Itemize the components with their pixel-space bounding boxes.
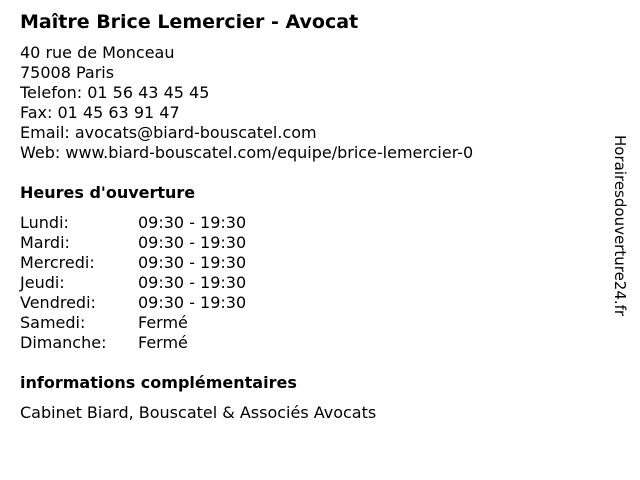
website-address: Web: www.biard-bouscatel.com/equipe/brice-lemercier-0 [20, 143, 474, 162]
day-hours: 09:30 - 19:30 [138, 253, 247, 272]
day-label: Mardi: [20, 233, 70, 252]
city-postal: 75008 Paris [20, 63, 115, 82]
day-label: Samedi: [20, 313, 86, 332]
day-hours: 09:30 - 19:30 [138, 213, 247, 232]
hours-row-thursday [20, 273, 600, 293]
hours-row-saturday [20, 313, 600, 333]
day-label: Mercredi: [20, 253, 95, 272]
day-label: Dimanche: [20, 333, 107, 352]
fax-number: Fax: 01 45 63 91 47 [20, 103, 180, 122]
hours-row-friday [20, 293, 600, 313]
page-title: Maître Brice Lemercier - Avocat [20, 11, 359, 33]
hours-table [20, 213, 600, 353]
day-hours: 09:30 - 19:30 [138, 233, 247, 252]
address-block [20, 43, 600, 163]
day-hours: 09:30 - 19:30 [138, 293, 247, 312]
hours-row-tuesday [20, 233, 600, 253]
phone-number: Telefon: 01 56 43 45 45 [20, 83, 210, 102]
day-label: Vendredi: [20, 293, 96, 312]
brand-watermark: Horairesdouverture24.fr [611, 135, 629, 317]
day-label: Jeudi: [20, 273, 65, 292]
day-hours: Fermé [138, 313, 188, 332]
business-card [20, 8, 600, 423]
day-label: Lundi: [20, 213, 69, 232]
hours-heading: Heures d'ouverture [20, 183, 196, 202]
day-hours: 09:30 - 19:30 [138, 273, 247, 292]
hours-row-monday [20, 213, 600, 233]
hours-row-wednesday [20, 253, 600, 273]
street-address: 40 rue de Monceau [20, 43, 175, 62]
email-address: Email: avocats@biard-bouscatel.com [20, 123, 317, 142]
hours-row-sunday [20, 333, 600, 353]
day-hours: Fermé [138, 333, 188, 352]
info-text: Cabinet Biard, Bouscatel & Associés Avocats [20, 403, 377, 422]
info-heading: informations complémentaires [20, 373, 297, 392]
